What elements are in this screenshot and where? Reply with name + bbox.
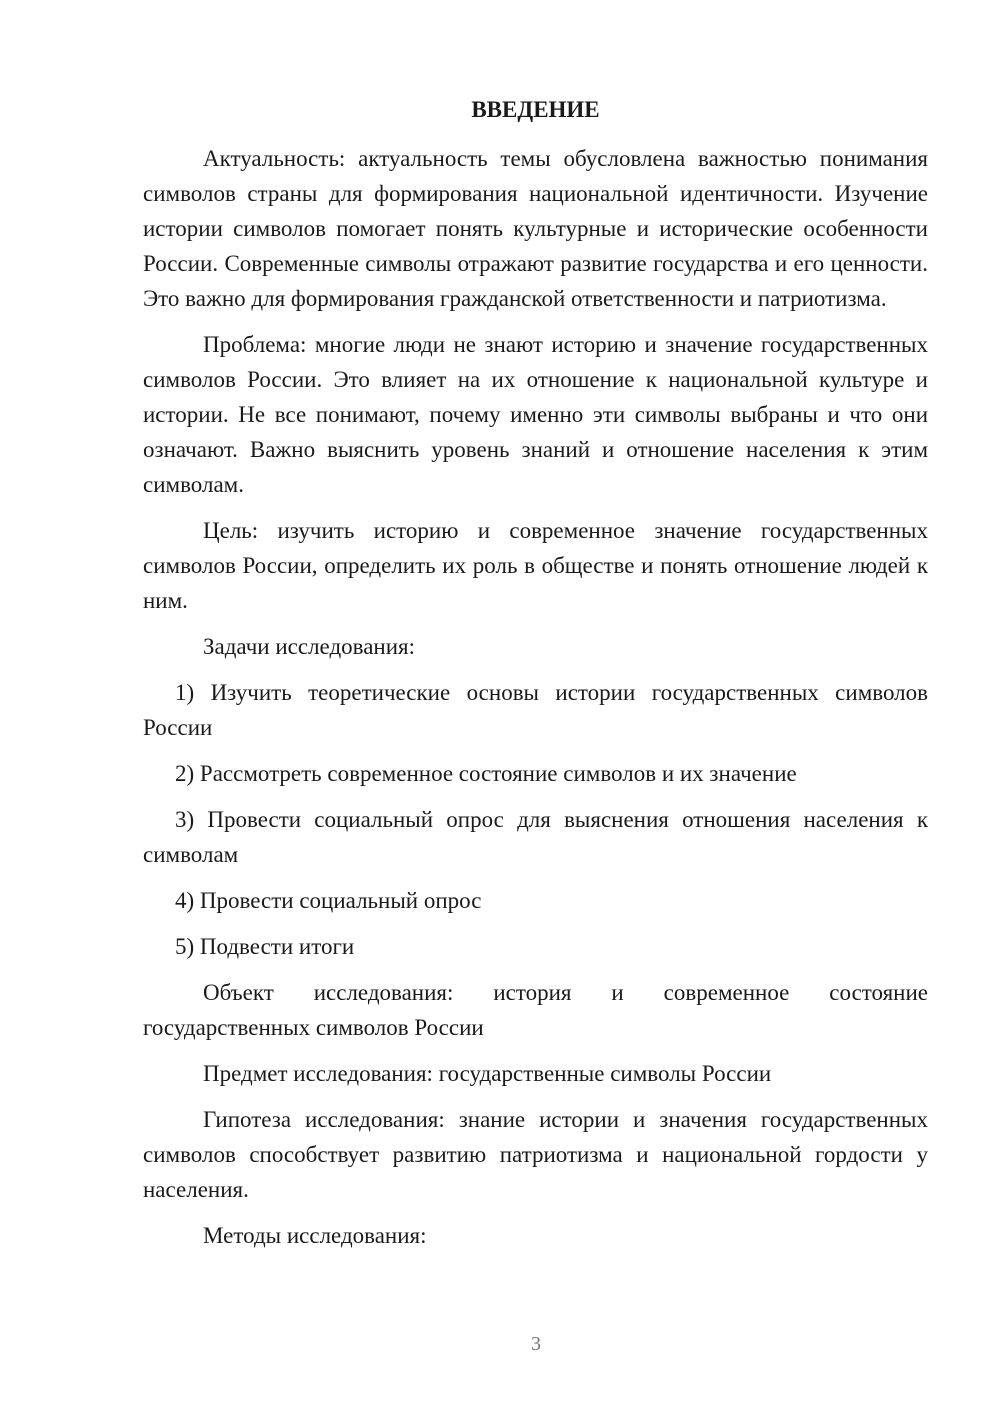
- page-title: ВВЕДЕНИЕ: [471, 97, 600, 122]
- task-item-1: 1) Изучить теоретические основы истории государственных символов России: [143, 680, 928, 740]
- subject-paragraph: Предмет исследования: государственные символы России: [203, 1061, 772, 1086]
- problem-paragraph: Проблема: многие люди не знают историю и значение государственных символов России. Это влияет на их отношение к национальной культуре и истории. Не все понимают, почему именно эти символы выбраны и что они означают. Важно выяснить уровень знаний и отношение населения к этим символам.: [143, 332, 928, 497]
- task-item-2: 2) Рассмотреть современное состояние символов и их значение: [175, 761, 797, 786]
- task-item-5: 5) Подвести итоги: [175, 934, 355, 959]
- task-item-4: 4) Провести социальный опрос: [175, 888, 482, 913]
- object-paragraph: Объект исследования: история и современное состояние государственных символов России: [143, 980, 928, 1040]
- methods-paragraph: Методы исследования:: [203, 1223, 427, 1248]
- hypothesis-paragraph: Гипотеза исследования: знание истории и значения государственных символов способствует развитию патриотизма и национальной гордости у населения.: [143, 1107, 928, 1202]
- task-item-3: 3) Провести социальный опрос для выяснения отношения населения к символам: [143, 807, 928, 867]
- tasks-heading: Задачи исследования:: [203, 634, 416, 659]
- relevance-paragraph: Актуальность: актуальность темы обусловлена важностью понимания символов страны для формирования национальной идентичности. Изучение истории символов помогает понять культурные и исторические особенности России. Современные символы отражают развитие государства и его ценности. Это важно для формирования гражданской ответственности и патриотизма.: [143, 146, 928, 311]
- page-number: 3: [531, 1333, 541, 1355]
- document-page: [143, 94, 928, 1264]
- goal-paragraph: Цель: изучить историю и современное значение государственных символов России, определить их роль в обществе и понять отношение людей к ним.: [143, 518, 928, 613]
